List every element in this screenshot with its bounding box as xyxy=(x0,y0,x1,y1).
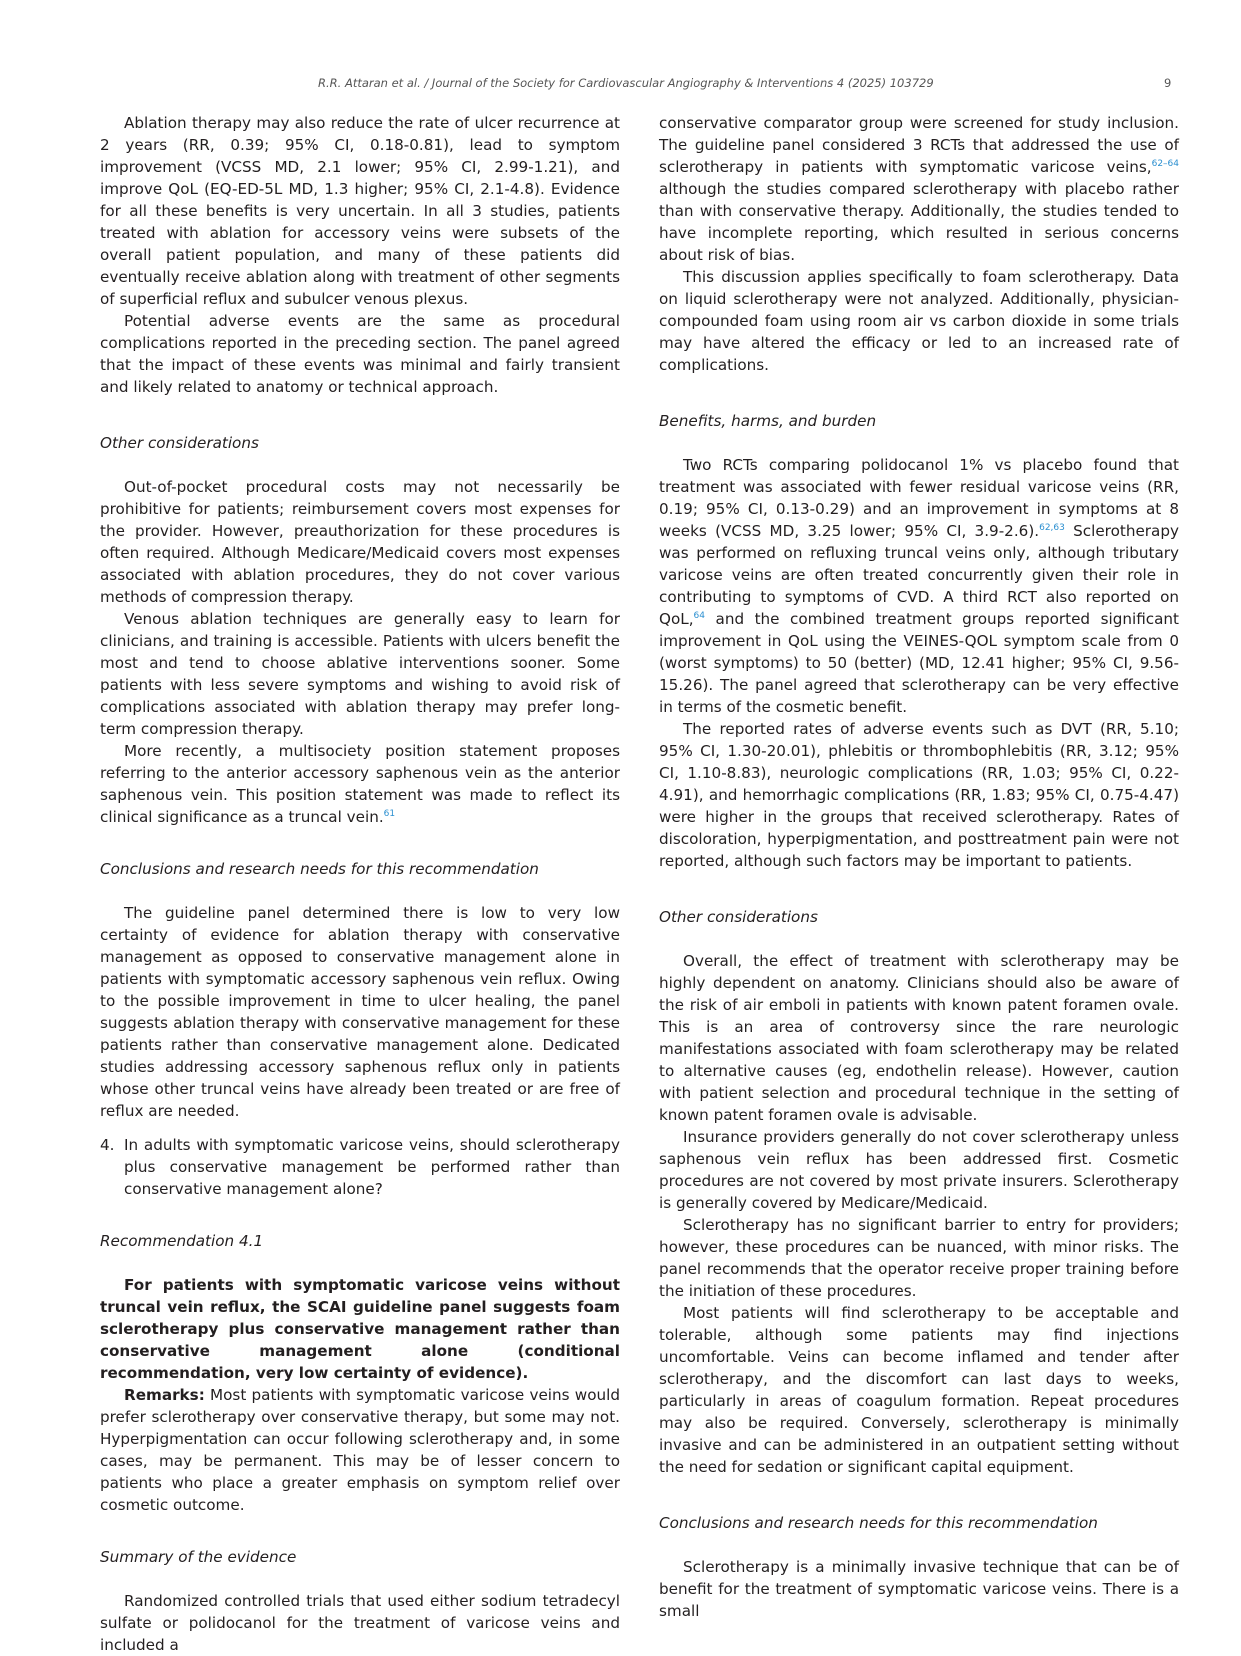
question-text: In adults with symptomatic varicose veins, should sclerotherapy plus conservative management be performed rather than conservative management alone? xyxy=(124,1136,620,1198)
citation-link[interactable]: 64 xyxy=(693,610,705,621)
section-heading-conclusions: Conclusions and research needs for this recommendation xyxy=(659,1514,1098,1532)
page-number: 9 xyxy=(1164,76,1172,90)
paragraph-text: and the combined treatment groups reported significant improvement in QoL using the VEINES-QOL symptom scale from 0 (worst symptoms) to 50 (better) (MD, 12.41 higher; 95% CI, 9.56-15.26). The panel agreed that sclerotherapy can be very effective in terms of the cosmetic benefit. xyxy=(659,610,1179,716)
paragraph: The reported rates of adverse events such as DVT (RR, 5.10; 95% CI, 1.30-20.01), phlebitis or thrombophlebitis (RR, 3.12; 95% CI, 1.10-8.83), neurologic complications (RR, 1.03; 95% CI, 0.22-4.91), and hemorrhagic complications (RR, 1.83; 95% CI, 0.75-4.47) were higher in the groups that received sclerotherapy. Rates of discoloration, hyperpigmentation, and posttreatment pain were not reported, although such factors may be important to patients. xyxy=(659,720,1179,870)
paragraph: This discussion applies specifically to foam sclerotherapy. Data on liquid sclerotherapy were not analyzed. Additionally, physician-compounded foam using room air vs carbon dioxide in some trials may have altered the efficacy or led to an increased rate of complications. xyxy=(659,268,1179,374)
paragraph: Randomized controlled trials that used either sodium tetradecyl sulfate or polidocanol for the treatment of varicose veins and included a xyxy=(100,1592,620,1654)
paragraph-text: conservative comparator group were screened for study inclusion. The guideline panel considered 3 RCTs that addressed the use of sclerotherapy in patients with symptomatic varicose veins, xyxy=(659,114,1179,176)
citation-link[interactable]: 61 xyxy=(383,808,396,819)
right-column xyxy=(659,112,1179,1622)
paragraph: Sclerotherapy has no significant barrier to entry for providers; however, these procedures can be nuanced, with minor risks. The panel recommends that the operator receive proper training before the initiation of these procedures. xyxy=(659,1216,1179,1300)
citation-link[interactable]: 62,63 xyxy=(1039,522,1065,533)
paragraph: Out-of-pocket procedural costs may not necessarily be prohibitive for patients; reimbursement covers most expenses for the provider. However, preauthorization for these procedures is often required. Although Medicare/Medicaid covers most expenses associated with ablation procedures, they do not cover various methods of compression therapy. xyxy=(100,478,620,606)
paragraph-text: Sclerotherapy was performed on refluxing truncal veins only, although tributary varicose veins are often treated concurrently given their role in contributing to symptoms of CVD. A third RCT also reported on QoL, xyxy=(659,522,1179,628)
section-heading-other-considerations: Other considerations xyxy=(659,908,818,926)
section-heading-recommendation: Recommendation 4.1 xyxy=(100,1232,264,1250)
page-header xyxy=(0,74,1241,94)
paragraph: Ablation therapy may also reduce the rate of ulcer recurrence at 2 years (RR, 0.39; 95% CI, 0.18-0.81), lead to symptom improvement (VCSS MD, 2.1 lower; 95% CI, 2.99-1.21), and improve QoL (EQ-ED-5L MD, 1.3 higher; 95% CI, 2.1-4.8). Evidence for all these benefits is very uncertain. In all 3 studies, patients treated with ablation for accessory veins were subsets of the overall patient population, and many of these patients did eventually receive ablation along with treatment of other segments of superficial reflux and subulcer venous plexus. xyxy=(100,114,620,308)
running-title: R.R. Attaran et al. / Journal of the Society for Cardiovascular Angiography & Interventions 4 (2025) 103729 xyxy=(318,76,934,90)
recommendation-text: For patients with symptomatic varicose veins without truncal vein reflux, the SCAI guideline panel suggests foam sclerotherapy plus conservative management rather than conservative management alone (conditional recommendation, very low certainty of evidence). xyxy=(100,1276,620,1382)
remarks-text: Most patients with symptomatic varicose veins would prefer sclerotherapy over conservative therapy, but some may not. Hyperpigmentation can occur following sclerotherapy and, in some cases, may be permanent. This may be of lesser concern to patients who place a greater emphasis on symptom relief over cosmetic outcome. xyxy=(100,1386,620,1514)
paragraph-text: Two RCTs comparing polidocanol 1% vs placebo found that treatment was associated with fewer residual varicose veins (RR, 0.19; 95% CI, 0.13-0.29) and an improvement in symptoms at 8 weeks (VCSS MD, 3.25 lower; 95% CI, 3.9-2.6). xyxy=(659,456,1179,540)
paragraph: Insurance providers generally do not cover sclerotherapy unless saphenous vein reflux has been addressed first. Cosmetic procedures are not covered by most private insurers. Sclerotherapy is generally covered by Medicare/Medicaid. xyxy=(659,1128,1179,1212)
section-heading-other-considerations: Other considerations xyxy=(100,434,259,452)
remarks-paragraph xyxy=(100,1384,620,1516)
citation-link[interactable]: 62–64 xyxy=(1151,158,1179,169)
paragraph: Venous ablation techniques are generally easy to learn for clinicians, and training is accessible. Patients with ulcers benefit the most and tend to choose ablative interventions sooner. Some patients with less severe symptoms and wishing to avoid risk of complications associated with ablation therapy may prefer long-term compression therapy. xyxy=(100,610,620,738)
remarks-label: Remarks: xyxy=(124,1386,205,1404)
question-number: 4. xyxy=(100,1136,115,1154)
paragraph-text: although the studies compared sclerotherapy with placebo rather than with conservative therapy. Additionally, the studies tended to have incomplete reporting, which resulted in serious concerns about risk of bias. xyxy=(659,180,1179,264)
paragraph: Potential adverse events are the same as procedural complications reported in the preceding section. The panel agreed that the impact of these events was minimal and fairly transient and likely related to anatomy or technical approach. xyxy=(100,312,620,396)
section-heading-summary: Summary of the evidence xyxy=(100,1548,297,1566)
paragraph: Overall, the effect of treatment with sclerotherapy may be highly dependent on anatomy. Clinicians should also be aware of the risk of air emboli in patients with known patent foramen ovale. This is an area of controversy since the rare neurologic manifestations associated with foam sclerotherapy may be related to alternative causes (eg, endothelin release). However, caution with patient selection and procedural technique in the setting of known patent foramen ovale is advisable. xyxy=(659,952,1179,1124)
paragraph-text: More recently, a multisociety position statement proposes referring to the anterior accessory saphenous vein as the anterior saphenous vein. This position statement was made to reflect its clinical significance as a truncal vein. xyxy=(100,742,620,826)
question-item xyxy=(100,1134,620,1200)
paragraph: Most patients will find sclerotherapy to be acceptable and tolerable, although some patients may find injections uncomfortable. Veins can become inflamed and tender after sclerotherapy, and the discomfort can last days to weeks, particularly in areas of coagulum formation. Repeat procedures may also be required. Conversely, sclerotherapy is minimally invasive and can be administered in an outpatient setting without the need for sedation or significant capital equipment. xyxy=(659,1304,1179,1476)
paragraph: The guideline panel determined there is low to very low certainty of evidence for ablation therapy with conservative management as opposed to conservative management alone in patients with symptomatic accessory saphenous vein reflux. Owing to the possible improvement in time to ulcer healing, the panel suggests ablation therapy with conservative management for these patients rather than conservative management alone. Dedicated studies addressing accessory saphenous reflux only in patients whose other truncal veins have already been treated or are free of reflux are needed. xyxy=(100,904,620,1120)
paragraph xyxy=(659,454,1179,718)
left-column xyxy=(100,112,620,1656)
section-heading-conclusions: Conclusions and research needs for this recommendation xyxy=(100,860,539,878)
section-heading-benefits: Benefits, harms, and burden xyxy=(659,412,877,430)
paragraph xyxy=(100,740,620,828)
paragraph xyxy=(659,112,1179,266)
paragraph: Sclerotherapy is a minimally invasive technique that can be of benefit for the treatment of symptomatic varicose veins. There is a small xyxy=(659,1558,1179,1620)
